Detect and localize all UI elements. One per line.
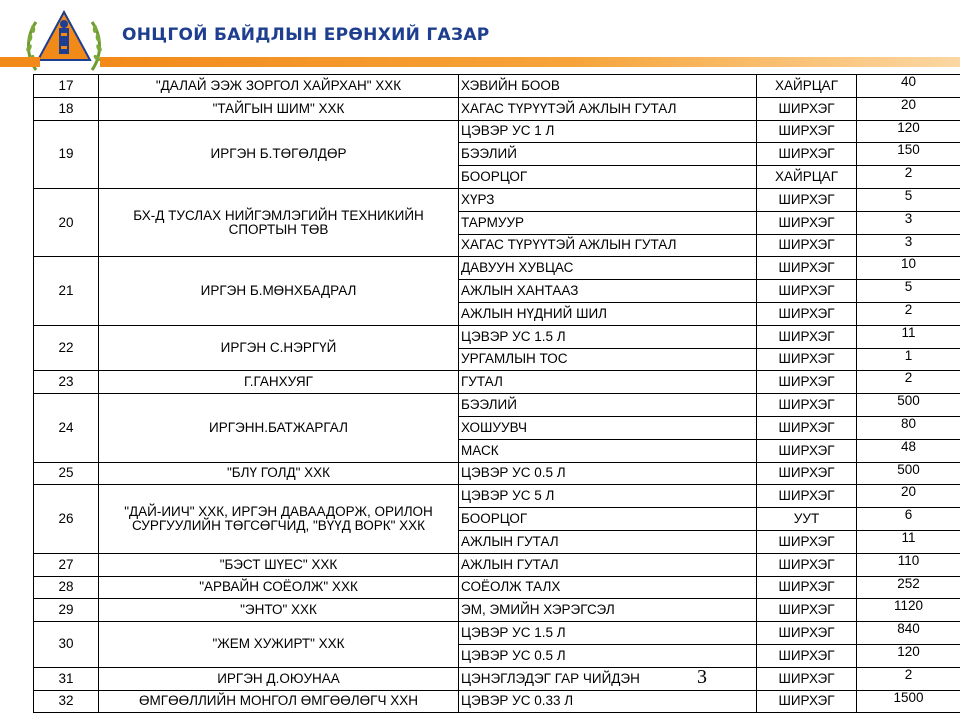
row-number-cell: 18 (34, 97, 99, 120)
item-name-cell: ЦЭНЭГЛЭДЭГ ГАР ЧИЙДЭН (459, 667, 757, 690)
table-row (34, 690, 960, 713)
quantity-cell: 1500 (857, 690, 960, 713)
unit-cell: ШИРХЭГ (757, 622, 857, 645)
quantity-cell: 20 (857, 97, 960, 120)
row-number-cell: 25 (34, 462, 99, 485)
donor-cell: Г.ГАНХУЯГ (99, 371, 459, 394)
quantity-cell: 11 (857, 530, 960, 553)
quantity-cell: 1120 (857, 599, 960, 622)
quantity-cell: 11 (857, 325, 960, 348)
quantity-cell: 48 (857, 439, 960, 462)
unit-cell: ШИРХЭГ (757, 462, 857, 485)
donor-cell: "ЭНТО" ХХК (99, 599, 459, 622)
item-name-cell: ХАГАС ТҮРҮҮТЭЙ АЖЛЫН ГУТАЛ (459, 97, 757, 120)
table-row (34, 120, 960, 143)
donor-cell: ИРГЭНН.БАТЖАРГАЛ (99, 394, 459, 462)
unit-cell: ШИРХЭГ (757, 667, 857, 690)
row-number-cell: 28 (34, 576, 99, 599)
quantity-cell: 2 (857, 302, 960, 325)
row-number-cell: 22 (34, 325, 99, 371)
donor-cell: "ДАЙ-ИИЧ" ХХК, ИРГЭН ДАВААДОРЖ, ОРИЛОН СУРГУУЛИЙН ТӨГСӨГЧИД, "ВҮҮД ВОРК" ХХК (99, 485, 459, 553)
item-name-cell: ЦЭВЭР УС 0.5 Л (459, 462, 757, 485)
quantity-cell: 840 (857, 622, 960, 645)
quantity-cell: 150 (857, 143, 960, 166)
table-row (34, 576, 960, 599)
header-accent-bar (0, 57, 40, 67)
item-name-cell: ХЭВИЙН БООВ (459, 75, 757, 98)
quantity-cell: 1 (857, 348, 960, 371)
header-orange-bar (100, 57, 960, 67)
donor-cell: ИРГЭН С.НЭРГҮЙ (99, 325, 459, 371)
table-row (34, 622, 960, 645)
unit-cell: ШИРХЭГ (757, 280, 857, 303)
unit-cell: ШИРХЭГ (757, 143, 857, 166)
table-row (34, 188, 960, 211)
quantity-cell: 120 (857, 644, 960, 667)
unit-cell: ШИРХЭГ (757, 234, 857, 257)
item-name-cell: ДАВУУН ХУВЦАС (459, 257, 757, 280)
row-number-cell: 17 (34, 75, 99, 98)
unit-cell: ШИРХЭГ (757, 439, 857, 462)
page-number: 3 (697, 666, 707, 688)
quantity-cell: 6 (857, 508, 960, 531)
unit-cell: ШИРХЭГ (757, 644, 857, 667)
donor-cell: ӨМГӨӨЛЛИЙН МОНГОЛ ӨМГӨӨЛӨГЧ ХХН (99, 690, 459, 713)
row-number-cell: 24 (34, 394, 99, 462)
quantity-cell: 2 (857, 166, 960, 189)
row-number-cell: 29 (34, 599, 99, 622)
item-name-cell: ЭМ, ЭМИЙН ХЭРЭГСЭЛ (459, 599, 757, 622)
unit-cell: ШИРХЭГ (757, 576, 857, 599)
table-row (34, 75, 960, 98)
quantity-cell: 110 (857, 553, 960, 576)
unit-cell: ШИРХЭГ (757, 530, 857, 553)
unit-cell: ШИРХЭГ (757, 325, 857, 348)
donor-cell: "БЭСТ ШҮЕС" ХХК (99, 553, 459, 576)
row-number-cell: 26 (34, 485, 99, 553)
unit-cell: ШИРХЭГ (757, 348, 857, 371)
item-name-cell: АЖЛЫН ГУТАЛ (459, 530, 757, 553)
donor-cell: ИРГЭН Б.МӨНХБАДРАЛ (99, 257, 459, 325)
quantity-cell: 10 (857, 257, 960, 280)
quantity-cell: 2 (857, 667, 960, 690)
row-number-cell: 31 (34, 667, 99, 690)
row-number-cell: 27 (34, 553, 99, 576)
item-name-cell: БООРЦОГ (459, 508, 757, 531)
quantity-cell: 5 (857, 280, 960, 303)
item-name-cell: ЦЭВЭР УС 5 Л (459, 485, 757, 508)
row-number-cell: 21 (34, 257, 99, 325)
quantity-cell: 500 (857, 394, 960, 417)
item-name-cell: ЦЭВЭР УС 0.33 Л (459, 690, 757, 713)
unit-cell: ШИРХЭГ (757, 394, 857, 417)
donor-cell: "БЛҮ ГОЛД" ХХК (99, 462, 459, 485)
unit-cell: ШИРХЭГ (757, 553, 857, 576)
unit-cell: ШИРХЭГ (757, 188, 857, 211)
unit-cell: ШИРХЭГ (757, 485, 857, 508)
item-name-cell: ЦЭВЭР УС 1 Л (459, 120, 757, 143)
unit-cell: ХАЙРЦАГ (757, 166, 857, 189)
slide-header (0, 0, 960, 74)
row-number-cell: 19 (34, 120, 99, 188)
table-row (34, 371, 960, 394)
donor-cell: ИРГЭН Б.ТӨГӨЛДӨР (99, 120, 459, 188)
donor-cell: ИРГЭН Д.ОЮУНАА (99, 667, 459, 690)
quantity-cell: 500 (857, 462, 960, 485)
quantity-cell: 2 (857, 371, 960, 394)
table-body (34, 75, 960, 713)
item-name-cell: АЖЛЫН ГУТАЛ (459, 553, 757, 576)
item-name-cell: УРГАМЛЫН ТОС (459, 348, 757, 371)
table-row (34, 257, 960, 280)
table-row (34, 394, 960, 417)
quantity-cell: 80 (857, 416, 960, 439)
row-number-cell: 32 (34, 690, 99, 713)
item-name-cell: ГУТАЛ (459, 371, 757, 394)
unit-cell: ШИРХЭГ (757, 690, 857, 713)
item-name-cell: АЖЛЫН НҮДНИЙ ШИЛ (459, 302, 757, 325)
quantity-cell: 120 (857, 120, 960, 143)
donation-table (33, 74, 960, 713)
row-number-cell: 20 (34, 188, 99, 256)
table-row (34, 553, 960, 576)
unit-cell: ШИРХЭГ (757, 97, 857, 120)
item-name-cell: ТАРМУУР (459, 211, 757, 234)
table-row (34, 485, 960, 508)
unit-cell: ШИРХЭГ (757, 302, 857, 325)
org-title: ОНЦГОЙ БАЙДЛЫН ЕРӨНХИЙ ГАЗАР (122, 25, 490, 45)
table-row (34, 667, 960, 690)
unit-cell: ШИРХЭГ (757, 211, 857, 234)
table-row (34, 599, 960, 622)
item-name-cell: СОЁОЛЖ ТАЛХ (459, 576, 757, 599)
item-name-cell: ЦЭВЭР УС 0.5 Л (459, 644, 757, 667)
unit-cell: ХАЙРЦАГ (757, 75, 857, 98)
item-name-cell: ХҮРЗ (459, 188, 757, 211)
unit-cell: ШИРХЭГ (757, 371, 857, 394)
item-name-cell: БЭЭЛИЙ (459, 143, 757, 166)
quantity-cell: 252 (857, 576, 960, 599)
quantity-cell: 3 (857, 234, 960, 257)
row-number-cell: 23 (34, 371, 99, 394)
item-name-cell: МАСК (459, 439, 757, 462)
unit-cell: ШИРХЭГ (757, 257, 857, 280)
unit-cell: УУТ (757, 508, 857, 531)
quantity-cell: 40 (857, 75, 960, 98)
table-row (34, 462, 960, 485)
unit-cell: ШИРХЭГ (757, 599, 857, 622)
quantity-cell: 3 (857, 211, 960, 234)
unit-cell: ШИРХЭГ (757, 416, 857, 439)
row-number-cell: 30 (34, 622, 99, 668)
donor-cell: БХ-Д ТУСЛАХ НИЙГЭМЛЭГИЙН ТЕХНИКИЙН СПОРТЫН ТӨВ (99, 188, 459, 256)
item-name-cell: БЭЭЛИЙ (459, 394, 757, 417)
donor-cell: "АРВАЙН СОЁОЛЖ" ХХК (99, 576, 459, 599)
item-name-cell: ЦЭВЭР УС 1.5 Л (459, 325, 757, 348)
unit-cell: ШИРХЭГ (757, 120, 857, 143)
table-row (34, 325, 960, 348)
quantity-cell: 5 (857, 188, 960, 211)
item-name-cell: БООРЦОГ (459, 166, 757, 189)
item-name-cell: ЦЭВЭР УС 1.5 Л (459, 622, 757, 645)
item-name-cell: АЖЛЫН ХАНТААЗ (459, 280, 757, 303)
donor-cell: "ТАЙГЫН ШИМ" ХХК (99, 97, 459, 120)
item-name-cell: ХОШУУВЧ (459, 416, 757, 439)
table-row (34, 97, 960, 120)
donor-cell: "ДАЛАЙ ЭЭЖ ЗОРГОЛ ХАЙРХАН" ХХК (99, 75, 459, 98)
donor-cell: "ЖЕМ ХУЖИРТ" ХХК (99, 622, 459, 668)
quantity-cell: 20 (857, 485, 960, 508)
item-name-cell: ХАГАС ТҮРҮҮТЭЙ АЖЛЫН ГУТАЛ (459, 234, 757, 257)
